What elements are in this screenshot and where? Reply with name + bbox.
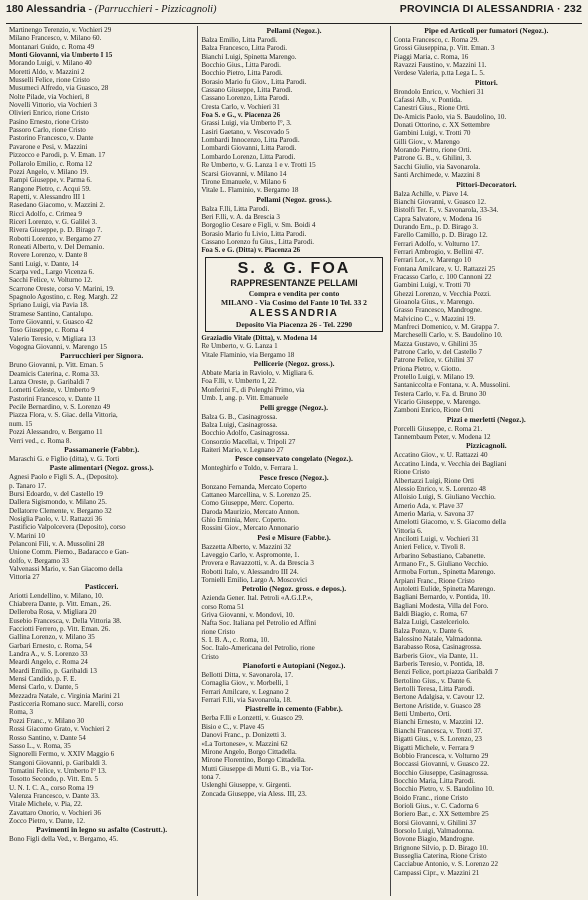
- directory-entry: Barabasso Rosa, Casinagrossa.: [393, 643, 482, 652]
- directory-entry: Provera e Ravazzotti, v. A. da Brescia 3: [201, 559, 314, 568]
- directory-entry: Cafassi Alb., v. Pontida.: [393, 96, 462, 105]
- directory-entry: Albertazzi Luigi, Rione Orti: [393, 476, 475, 485]
- directory-entry: Azienda Gener. Ital. Petroli «A.G.I.P.»,: [201, 594, 313, 603]
- directory-entry: Gambini Luigi, v. Trotti 70: [393, 281, 471, 290]
- directory-entry: Vitale Michele, v. Pia, 22.: [9, 800, 83, 809]
- directory-entry: Pastorino Francesco, v. Dante: [9, 134, 94, 143]
- directory-entry: Rapetti, v. Alessandro III 1: [9, 192, 86, 201]
- directory-entry: Boccassi Giovanni, v. Guasco 22.: [393, 760, 490, 769]
- directory-entry: Sacchi Giulio, via Savonarola.: [393, 162, 481, 171]
- directory-entry: Boido Franc., rione Cristo: [393, 793, 468, 802]
- section-heading: Pellami (Negoz. gross.).: [256, 194, 332, 204]
- directory-entry: Manfreci Domenico, v. M. Grappa 7.: [393, 323, 499, 331]
- directory-entry: Ferrari Ambrogio, v. Bellini 47.: [393, 247, 484, 256]
- directory-entry: Porcelli Giuseppe, c. Roma 21.: [393, 424, 483, 433]
- directory-entry: Cattaneo Marcellina, v. S. Lorenzo 25.: [201, 490, 311, 499]
- directory-entry: Maraschi G. e Figlio (ditta), v. G. Torti: [9, 454, 120, 463]
- directory-entry: Toso Giuseppe, c. Roma 4: [9, 326, 84, 335]
- directory-entry: Bianchi Ernesto, v. Mazzini 12.: [393, 718, 484, 727]
- directory-entry: Balza F.lli, Litta Parodi.: [201, 204, 270, 213]
- directory-entry: Deamicis Caterina, c. Roma 33.: [9, 369, 100, 378]
- directory-entry: Re Umberto, v. G. Lanza 1: [201, 342, 278, 351]
- directory-entry: Meardi Emilio, p. Garibaldi 13: [9, 666, 97, 675]
- directory-entry: Zocco Pietro, v. Dante, 12.: [9, 816, 85, 825]
- directory-entry: Tirone Emanuele, v. Milano 6: [201, 177, 287, 186]
- directory-entry: Mazza Gustavo, v. Ghilini 35: [393, 339, 478, 348]
- directory-entry: Bocchio Pietro, v. S. Baudolino 10.: [393, 785, 494, 794]
- directory-entry: Como Giuseppe, Merc. Coperto.: [201, 499, 294, 508]
- directory-entry: Spagnolo Agostino, c. Reg. Margh. 22: [9, 293, 118, 301]
- directory-entry: Mensi Carlo, v. Dante, 5: [9, 683, 79, 692]
- directory-entry: Patrone Carlo, v. del Castello 7: [393, 348, 483, 357]
- directory-entry: Pasino Ernesto, rione Cristo: [9, 117, 89, 126]
- directory-entry: Conta Francesco, c. Roma 29.: [393, 36, 479, 44]
- directory-entry: Busseglia Caterina, Rione Cristo: [393, 851, 487, 860]
- directory-entry: Bianchi Giovanni, v. Guasco 12.: [393, 197, 486, 206]
- directory-entry: Cornaglia Giov., v. Morbelli, 1: [201, 679, 289, 688]
- directory-entry: Balza Ponzo, v. Dante 6.: [393, 626, 464, 635]
- directory-entry: Cassano Giuseppe, Litta Parodi.: [201, 86, 293, 95]
- directory-entry: Benzi Felice, port.piazza Garibaldi 7: [393, 668, 499, 677]
- section-heading: Parrucchieri per Signora.: [60, 351, 144, 361]
- directory-entry: Farello Camillo, p. D. Birago 12.: [393, 231, 488, 240]
- directory-entry: Valvenassi Mario, v. San Giacomo della: [9, 564, 123, 573]
- directory-entry: Balza Achille, v. Piave 14.: [393, 189, 469, 198]
- directory-entry: Balza Luigi, Casinagrossa.: [201, 420, 278, 429]
- directory-entry: Musselli Felice, rione Cristo: [9, 76, 90, 85]
- directory-entry: Canestri Gius., Rione Orti.: [393, 104, 470, 113]
- directory-entry: Dallera Sigismondo, v. Milano 25.: [9, 498, 107, 507]
- directory-entry: Gioanola Gius., v. Marengo.: [393, 297, 475, 306]
- directory-entry: Bruno Giovanni, p. Vitt. Eman. 5: [9, 361, 104, 370]
- directory-entry: Borioli Gius., v. C. Cadorna 6: [393, 801, 479, 810]
- directory-entry: Griva Giovanni, v. Mondovi, 10.: [201, 611, 295, 620]
- column-2: [197, 26, 389, 896]
- directory-entry: Cacciabue Antonio, v. S. Lorenzo 22: [393, 860, 499, 869]
- directory-entry: Bocchio Gius., Litta Parodi.: [201, 61, 281, 70]
- directory-entry: Pollarolo Emilio, c. Roma 12: [9, 159, 93, 168]
- directory-entry: Barberis Giov., via Dante, 11.: [393, 651, 479, 660]
- directory-entry: Rangone Pietro, c. Acqui 59.: [9, 184, 91, 193]
- directory-entry: Martinengo Terenzio, v. Vochieri 29: [9, 26, 112, 34]
- directory-entry: Armano Fr., S. Giuliano Vecchio.: [393, 559, 489, 568]
- directory-entry: Rivera Giuseppe, p. D. Birago 7.: [9, 226, 103, 235]
- directory-entry: V. Marini 10: [9, 531, 45, 540]
- header-right: [400, 3, 582, 15]
- directory-entry: corso Roma 51: [201, 602, 245, 611]
- ad-line-3: MILANO - Via Cosimo del Fante 10 Tel. 33 2: [221, 298, 367, 308]
- directory-entry: Borsolo Luigi, Valmadonna.: [393, 826, 474, 835]
- column-3: [390, 26, 582, 896]
- directory-entry: Donati Ottorino, c. XX Settembre: [393, 121, 490, 130]
- directory-entry: Facciotti Ferrero, p. Vitt. Eman. 26.: [9, 625, 111, 634]
- directory-entry: Morando Pietro, rione Orti.: [393, 146, 472, 155]
- directory-entry: Armoba Fortun., Spinetta Marengo.: [393, 568, 496, 577]
- section-heading: Pelli gregge (Negoz.).: [259, 402, 329, 412]
- directory-entry: Barberis Teresio, v. Pontida, 18.: [393, 660, 485, 669]
- directory-entry: Bazzetta Alberto, v. Mazzini 32: [201, 542, 292, 551]
- directory-entry: Foa F.lli, v. Umberto I, 22.: [201, 377, 277, 386]
- directory-entry: Bocchio Adolfo, Casinagrossa.: [201, 429, 290, 438]
- directory-entry: Pasticceria Romano succ. Marelli, corso: [9, 700, 124, 709]
- directory-entry: Gambini Luigi, v. Trotti 70: [393, 129, 471, 138]
- directory-entry: Danovi Franc., p. Donizetti 3.: [201, 731, 287, 740]
- header-left: [6, 3, 217, 15]
- section-heading: Pesi e Misure (Fabbr.).: [257, 532, 331, 542]
- directory-entry: Arbarino Sebastiano, Cabanette.: [393, 551, 486, 560]
- directory-entry: Valerio Teresio, v. Migliara 13: [9, 334, 96, 343]
- directory-entry: Pecile Bernardino, v. S. Lorenzo 49: [9, 403, 111, 412]
- directory-entry: Betti Umberto, Orti.: [393, 710, 452, 719]
- directory-entry: Mezzadra Natale, c. Virginia Marini 21: [9, 691, 121, 700]
- directory-entry: Dellatorre Clemente, v. Bergamo 32: [9, 506, 112, 515]
- directory-entry: Pizzocco e Parodi, p. V. Eman. 17: [9, 151, 106, 160]
- directory-entry: Ghezzi Lorenzo, v. Vecchia Pozzi.: [393, 289, 491, 298]
- section-heading: Pesce fresco (Negoz.).: [259, 472, 329, 482]
- directory-entry: Cassano Lorenzo fu Gius., Litta Parodi.: [201, 237, 315, 246]
- directory-entry: Tomatini Felice, v. Umberto I° 13.: [9, 766, 107, 775]
- directory-entry: Mensi Candido, p. F. E.: [9, 675, 77, 684]
- directory-entry: Pastorini Francesco, v. Dante 11: [9, 394, 101, 403]
- directory-entry: Balza Luigi, Castelceriolo.: [393, 618, 470, 627]
- directory-entry: Robotti Italo, v. Alessandro III 24.: [201, 567, 299, 576]
- directory-entry: Mirone Florentino, Borgo Cittadella.: [201, 756, 306, 765]
- section-heading: Pellami (Negoz.).: [266, 26, 322, 35]
- ad-line-4: Deposito Via Piacenza 26 - Tel. 2290: [235, 319, 353, 329]
- directory-entry: Santaniccolta e Fontana, v. A. Mussolini.: [393, 381, 511, 390]
- directory-entry: Grassi Luigi, via Umberto I°, 3.: [201, 119, 292, 128]
- directory-entry: Vitale L. Flaminio, v. Bergamo 18: [201, 186, 299, 195]
- directory-entry: Alessio Enrico, v. S. Lorenzo 48: [393, 484, 486, 493]
- directory-entry: Bertone Adalgisa, v. Cavour 12.: [393, 693, 485, 702]
- directory-entry: Olivieri Enrico, rione Cristo: [9, 109, 89, 118]
- directory-entry: Bianchi Francesca, v. Trotti 37.: [393, 726, 483, 735]
- section-heading: Pianoforti e Autopiani (Negoz.).: [242, 661, 346, 671]
- directory-entry: Lanza Oreste, p. Garibaldi 7: [9, 378, 90, 387]
- directory-entry: Rossi Giacomo Grato, v. Vochieri 2: [9, 725, 110, 734]
- directory-entry: dolfo, v. Bergamo 33: [9, 556, 69, 565]
- directory-entry: Piaggi Maria, c. Roma, 16: [393, 52, 469, 61]
- directory-entry: Borgoglio Cesare e Figli, v. Sm. Boidi 4: [201, 221, 316, 230]
- directory-entry: Ricci Adolfo, c. Crimea 9: [9, 209, 82, 218]
- directory-entry: Vittoria 6.: [393, 526, 423, 535]
- page-header: [6, 3, 582, 24]
- directory-entry: Consorzio Macellai, v. Tripoli 27: [201, 437, 296, 446]
- directory-entry: Monferini F., di Polenghi Primo, via: [201, 385, 305, 394]
- directory-entry: Agnesi Paolo e Figli S. A., (Deposito).: [9, 473, 119, 482]
- section-heading: Pipe ed Articoli per fumatori (Negoz.).: [424, 26, 549, 35]
- directory-entry: Campassi Cipr., v. Mazzini 21: [393, 868, 480, 877]
- directory-entry: Bertolli Teresa, Litta Parodi.: [393, 685, 475, 694]
- directory-entry: Moretti Aldo, v. Mazzini 2: [9, 67, 85, 76]
- directory-entry: Amerio Ada, v. Plave 37: [393, 501, 464, 510]
- directory-entry: Verri ved., c. Roma 8.: [9, 436, 72, 445]
- directory-entry: Vitale Flaminio, via Bergamo 18: [201, 350, 295, 359]
- directory-entry: Ferrari Lor., v. Marengo 10: [393, 256, 472, 265]
- directory-entry: Ariotti Lendellino, v. Milano, 10.: [9, 591, 104, 600]
- directory-entry: Vogogna Giovanni, v. Marengo 15: [9, 343, 107, 352]
- directory-entry: Tosotto Secondo, p. Vitt. Em. 5: [9, 775, 98, 784]
- ad-company-name: S. & G. FOA: [237, 259, 351, 277]
- directory-entry: Rovere Lorenzo, v. Dante 8: [9, 251, 88, 260]
- directory-entry: Pavarone e Pesi, v. Mazzini: [9, 142, 88, 151]
- directory-entry: Alloisio Luigi, S. Giuliano Vecchio.: [393, 493, 496, 502]
- ad-line-1: RAPPRESENTANZE PELLAMI: [230, 277, 358, 288]
- directory-entry: Bocchio Maria, Litta Parodi.: [393, 776, 476, 785]
- section-heading: Pellicerie (Negoz. gross.).: [253, 359, 335, 369]
- directory-entry: Unione Comm. Piemo., Badaracco e Gan-: [9, 548, 129, 557]
- section-heading: Pittori.: [474, 77, 498, 87]
- directory-entry: num. 15: [9, 419, 33, 428]
- directory-entry: Patrone Felice, v. Ghilini 37: [393, 356, 474, 365]
- directory-entry: Morando Luigi, v. Milano 40: [9, 59, 92, 68]
- directory-entry: Monti Giovanni, via Umberto I 15: [9, 51, 113, 60]
- directory-entry: Zamboni Enrico, Rione Orti: [393, 406, 474, 415]
- directory-entry: Lombardi Innocenzo, Litta Parodi.: [201, 136, 300, 145]
- directory-entry: Laveggio Carlo, v. Aspromonte, 1.: [201, 550, 300, 559]
- columns: [6, 26, 582, 896]
- directory-entry: Balossino Natale, Valmadonna.: [393, 635, 483, 644]
- directory-entry: Borasio Mario fu Giov., Litta Parodi.: [201, 77, 307, 86]
- header-city: Alessandria: [26, 3, 86, 15]
- directory-entry: Sasso L., v. Roma, 35: [9, 741, 71, 750]
- directory-entry: Cristo: [201, 652, 219, 661]
- directory-entry: Bertone Aristide, v. Guasco 28: [393, 701, 481, 710]
- directory-entry: Beri F.lli, v. A. da Brescia 3: [201, 212, 280, 221]
- directory-entry: Protello Luigi, v. Milano 19.: [393, 373, 475, 382]
- directory-entry: Tornielli Emilio, Largo A. Moscovici: [201, 576, 308, 584]
- directory-entry: Testera Carlo, v. Fa. d. Bruno 30: [393, 389, 487, 398]
- directory-entry: Lometti Celeste, v. Umberto 9: [9, 386, 95, 395]
- directory-entry: Lombardo Lorenzo, Litta Parodi.: [201, 152, 296, 161]
- directory-entry: Gilli Giov., v. Marengo: [393, 137, 460, 146]
- section-heading: Pasticceri.: [84, 581, 119, 591]
- directory-entry: U. N. I. C. A., corso Roma 19: [9, 783, 94, 792]
- directory-entry: «La Tortonese», v. Mazzini 62: [201, 739, 288, 748]
- directory-entry: Bono Figli della Ved., v. Bergamo, 45.: [9, 835, 119, 844]
- directory-entry: Amerio Maria, v. Savona 37: [393, 509, 474, 518]
- directory-entry: Balza G. B., Casinagrossa.: [201, 412, 278, 421]
- directory-entry: Vicario Giuseppe, v. Marengo.: [393, 398, 481, 407]
- directory-entry: Boriero Bar., c. XX Settembre 25: [393, 810, 489, 819]
- directory-entry: Daroda Maurizio, Mercato Annon.: [201, 507, 300, 516]
- directory-entry: Stangoni Giovanni, p. Garibaldi 3.: [9, 758, 107, 767]
- directory-entry: Berba F.lli e Lonzetti, v. Guasco 29.: [201, 714, 304, 723]
- directory-entry: tona 7.: [201, 772, 221, 781]
- directory-entry: Verdese Valeria, p.tta Lega L. 5.: [393, 69, 485, 78]
- section-heading: Pesce conservato congelato (Negoz.).: [235, 454, 353, 464]
- directory-entry: Bagliani Bernardo, v. Pontida, 10.: [393, 593, 491, 602]
- directory-entry: Rosso Santino, v. Dante 54: [9, 733, 86, 742]
- directory-entry: Amelotti Giacomo, v. S. Giacomo della: [393, 518, 506, 527]
- directory-entry: Garbari Ernesto, c. Roma, 54: [9, 641, 92, 650]
- section-heading: Pavimenti in legno su asfalto (Costrutt.).: [36, 825, 168, 835]
- ad-line-2: Compra e vendita per conto: [248, 288, 340, 298]
- directory-entry: Bocchio Giuseppe, Casinagrossa.: [393, 768, 489, 777]
- directory-entry: Bursi Edoardo, v. del Castello 19: [9, 489, 103, 498]
- directory-entry: Arpiani Franc., Rione Cristo: [393, 576, 475, 585]
- directory-entry: Scarrone Oreste, corso V. Marini, 19.: [9, 284, 115, 293]
- directory-entry: Pozzi Alessandro, v. Bergamo 11: [9, 428, 103, 437]
- directory-entry: Ravazzi Faustino, v. Mazzini 11.: [393, 61, 487, 70]
- directory-entry: Bonzano Fernanda, Mercato Coperto: [201, 482, 307, 491]
- directory-entry: Mutti Giuseppe di Mutti G. B., via Tor-: [201, 764, 314, 773]
- directory-entry: Bigatti Michele, v. Ferrara 9: [393, 743, 474, 752]
- section-heading: Paste alimentari (Negoz. gross.).: [49, 463, 154, 473]
- directory-entry: Cassano Lorenzo, Litta Parodi.: [201, 94, 290, 103]
- directory-entry: Foa S. e G., v. Piacenza 26: [201, 111, 281, 120]
- directory-entry: Nafta Soc. Italiana pel Petrolio ed Affini: [201, 619, 317, 628]
- directory-entry: Novelli Vittorio, via Vochieri 3: [9, 101, 98, 110]
- directory-entry: Ferrari F.lli, via Savonarola, 18.: [201, 696, 292, 705]
- directory-entry: Rasedano Giacomo, v. Mazzini 2.: [9, 201, 105, 210]
- directory-entry: Torre Giovanni, v. Guasco 42: [9, 318, 93, 327]
- directory-entry: Capra Salvatore, v. Modena 16: [393, 214, 482, 223]
- directory-entry: Pozzi Angelo, v. Milano 19.: [9, 167, 89, 176]
- directory-entry: Signorelli Fermo, v. XXIV Maggio 6: [9, 750, 115, 759]
- directory-entry: Marcheselli Carlo, v. S. Baudolino 10.: [393, 331, 503, 340]
- directory-entry: Brondolo Enrico, v. Vochieri 31: [393, 87, 484, 96]
- section-heading: Passamanerie (Fabbr.).: [64, 444, 140, 454]
- section-heading: Piastrelle in cemento (Fabbr.).: [245, 704, 343, 714]
- directory-entry: Malvicino C., v. Mazzini 19.: [393, 314, 476, 323]
- directory-entry: Santi Luigi, v. Dante, 14: [9, 259, 79, 268]
- column-1: [6, 26, 197, 896]
- directory-entry: Valenza Francesco, v. Dante 33.: [9, 791, 100, 800]
- directory-entry: Montanari Guido, c. Roma 49: [9, 42, 95, 51]
- directory-entry: Landra A., v. S. Lorenzo 33: [9, 650, 88, 659]
- directory-entry: Uslenghi Giuseppe, v. Girgenti.: [201, 781, 291, 790]
- page-number: 180: [6, 3, 24, 15]
- directory-entry: Patrone G. B., v. Ghilini, 3.: [393, 154, 472, 163]
- directory-entry: Santi Archimede, v. Mazzini 8: [393, 171, 480, 180]
- directory-entry: Bisio e C., v. Plave 45: [201, 722, 265, 731]
- province-title: PROVINCIA DI ALESSANDRIA: [399, 3, 554, 15]
- directory-entry: Borsi Giovanni, v. Ghilini 37: [393, 818, 477, 827]
- directory-entry: Soc. Italo-Americana del Petrolio, rione: [201, 644, 315, 653]
- directory-entry: Ancilotti Luigi, v. Vochieri 31: [393, 534, 479, 543]
- directory-entry: Foa S. e G. (Ditta) v. Piacenza 26: [201, 246, 301, 255]
- directory-entry: Mirone Angelo, Borgo Cittadella.: [201, 747, 297, 756]
- advertisement-box: [205, 257, 382, 333]
- directory-entry: Bovone Biagio, Mandrogne.: [393, 835, 475, 844]
- directory-entry: Lasiri Gaetano, v. Vescovado 5: [201, 127, 290, 136]
- directory-entry: Piazza Flora, v. S. Giac. della Vittoria,: [9, 411, 118, 420]
- directory-entry: Grasso Francesco, Mandrogne.: [393, 306, 482, 315]
- directory-entry: Spriano Luigi, via Pavia 18.: [9, 301, 89, 310]
- directory-entry: Ghio Erminia, Merc. Coperto.: [201, 515, 287, 524]
- directory-entry: Stramese Santino, Cantalupo.: [9, 309, 93, 318]
- directory-entry: Grossi Giuseppina, p. Vitt. Eman. 3: [393, 44, 495, 53]
- ad-city: ALESSANDRIA: [249, 307, 339, 319]
- directory-entry: Re Umberto, v. G. Lanza 1 e v. Trotti 15: [201, 161, 316, 170]
- directory-entry: Sacchi Felice, v. Volturno 12.: [9, 276, 93, 285]
- directory-entry: Ferrari Amilcare, v. Legnano 2: [201, 687, 289, 696]
- directory-entry: Accatino Giov., v. U. Rattazzi 40: [393, 451, 488, 460]
- directory-entry: Bertolino Gius., v. Dante 6.: [393, 676, 472, 685]
- directory-entry: Priona Pietro, v. Giotto.: [393, 364, 461, 373]
- directory-entry: Gallina Lorenzo, v. Milano 35: [9, 633, 95, 642]
- directory-entry: Rossini Giov., Mercato Annonario: [201, 524, 299, 533]
- directory-entry: Lombardi Giovanni, Litta Parodi.: [201, 144, 297, 153]
- directory-entry: Roneati Alberto, v. Del Demanio.: [9, 242, 105, 251]
- directory-entry: Fracasso Carlo, c. 100 Cannoni 22: [393, 272, 492, 281]
- directory-entry: Durando Ern., p. D. Birago 3.: [393, 222, 478, 231]
- directory-entry: Monteghirfo e Toldo, v. Ferrara 1.: [201, 464, 298, 473]
- directory-entry: Riceri Lorenzo, v. G. Galilei 3.: [9, 217, 97, 226]
- directory-entry: Eusebio Francesca, v. Della Vittoria 38.: [9, 616, 122, 625]
- directory-entry: p. Tanaro 17.: [9, 481, 47, 490]
- directory-entry: Zoncada Giuseppe, via Aless. III, 23.: [201, 789, 307, 798]
- directory-entry: Rione Cristo: [393, 468, 430, 477]
- directory-entry: Nosiglia Paolo, v. U. Rattazzi 36: [9, 514, 102, 523]
- directory-entry: Rampi Giuseppe, v. Parma 6.: [9, 176, 92, 185]
- directory-entry: Borasio Mario fu Livio, Litta Parodi.: [201, 229, 307, 238]
- directory-entry: Balza Emilio, Litta Parodi.: [201, 36, 278, 44]
- directory-entry: Musumeci Alfredo, via Guasco, 28: [9, 84, 109, 93]
- directory-entry: Nolte Pilade, via Vochieri, 8: [9, 92, 90, 101]
- directory-entry: Cresta Carlo, v. Vochieri 31: [201, 102, 280, 111]
- directory-entry: Roma, 3: [9, 708, 34, 717]
- directory-entry: Bianchi Luigi, Spinetta Marengo.: [201, 52, 297, 61]
- directory-entry: Graziadio Vitale (Ditta), v. Modena 14: [201, 334, 317, 343]
- directory-entry: S. I. B. A., c. Roma, 10.: [201, 636, 270, 645]
- directory-entry: Bistolfi Ter. F., v. Savonarola, 33-34.: [393, 206, 499, 215]
- directory-entry: Robotti Lorenzo, v. Bergamo 27: [9, 234, 101, 243]
- section-heading: Petrolio (Negoz. gross. e depos.).: [241, 584, 347, 594]
- directory-entry: Pelanconi Fili, v. A. Mussolini 28: [9, 539, 105, 548]
- header-category: - (Parrucchieri - Pizzicagnoli): [88, 4, 217, 15]
- directory-entry: Vittoria 27: [9, 573, 40, 582]
- directory-entry: Accatino Linda, v. Vecchia dei Bagliani: [393, 459, 507, 468]
- directory-entry: Bigatti Gius., v. S. Lorenzo, 23: [393, 735, 482, 744]
- directory-entry: Brignone Silvio, p. D. Birago 10.: [393, 843, 489, 852]
- directory-entry: Bagliani Modesta, Villa del Foro.: [393, 601, 489, 610]
- directory-entry: Bobbio Francesca, v. Volturno 29: [393, 751, 489, 760]
- section-heading: Pizzicagnoli.: [465, 441, 507, 451]
- directory-entry: Fontana Amilcare, v. U. Rattazzi 25: [393, 264, 496, 273]
- directory-entry: De-Amicis Paolo, via S. Baudolino, 10.: [393, 112, 507, 121]
- directory-entry: Pozzi Franc., v. Milano 30: [9, 716, 84, 725]
- directory-entry: Bellotti Ditta, v. Savonarola, 17.: [201, 671, 294, 680]
- directory-entry: Zavattaro Onorio, v. Vochieri 36: [9, 808, 101, 817]
- directory-entry: Scarsi Giovanni, v. Milano 14: [201, 169, 287, 178]
- directory-entry: Pastificio Valpolcevera (Deposito), corso: [9, 523, 126, 532]
- directory-entry: Anieri Felice, v. Tivoli 8.: [393, 543, 466, 552]
- directory-entry: Chiabrera Dante, p. Vitt. Eman., 26.: [9, 600, 112, 608]
- directory-entry: Balza Francesco, Litta Parodi.: [201, 44, 288, 53]
- directory-entry: rione Cristo: [201, 627, 236, 636]
- directory-entry: Abbate Maria in Raviolo, v. Migliara 6.: [201, 369, 314, 378]
- directory-entry: Milano Francesco, v. Milano 60.: [9, 34, 102, 43]
- directory-entry: Ferrari Adolfo, v. Volturno 17.: [393, 239, 480, 248]
- directory-entry: Passoro Carlo, rione Cristo: [9, 126, 86, 135]
- page-number-right: · 232: [557, 3, 582, 15]
- directory-entry: Raiteri Mario, v. Legnano 27: [201, 445, 284, 454]
- directory-entry: Delleroba Rosa, v. Migliara 20: [9, 608, 97, 617]
- directory-entry: Baldi Biagio, c. Roma, 67: [393, 610, 468, 618]
- directory-entry: Meardi Angelo, c. Roma 24: [9, 658, 88, 667]
- directory-entry: Bocchio Pietro, Litta Parodi.: [201, 69, 283, 78]
- section-heading: Pittori-Decoratori.: [456, 179, 517, 189]
- section-heading: Pizzi e merletti (Negoz.).: [446, 414, 526, 424]
- directory-entry: Autoletti Eulide, Spinetta Marengo.: [393, 584, 496, 593]
- directory-entry: Tannembaum Peter, v. Modena 12: [393, 433, 491, 442]
- directory-entry: Scarpa ved., Largo Vicenza 6.: [9, 267, 94, 276]
- directory-entry: Umb. I, ang. p. Vitt. Emanuele: [201, 394, 289, 403]
